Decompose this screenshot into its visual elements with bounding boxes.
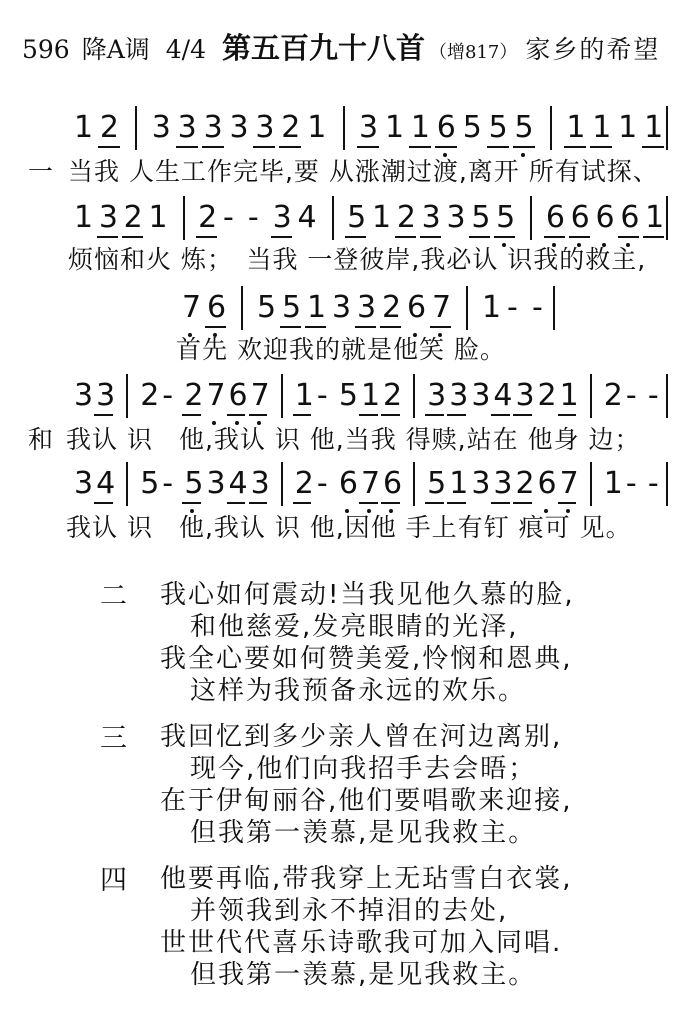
bar-line bbox=[666, 196, 668, 240]
note-underline bbox=[425, 414, 444, 416]
bar-line bbox=[126, 374, 128, 418]
note-underline bbox=[227, 414, 246, 416]
time-signature: 4/4 bbox=[165, 35, 207, 64]
verse-line: 他要再临,带我穿上无玷雪白衣裳, bbox=[160, 864, 573, 894]
note-underline bbox=[430, 326, 451, 328]
note: 5 bbox=[347, 200, 367, 235]
note: 1 bbox=[294, 378, 314, 413]
note: - bbox=[316, 378, 328, 413]
note: 3 bbox=[255, 110, 275, 145]
note: 2 bbox=[383, 378, 403, 413]
note-underline bbox=[420, 236, 441, 238]
note-underline bbox=[618, 236, 639, 238]
hymn-title: 第五百九十八首 bbox=[222, 31, 426, 65]
note: 2 bbox=[396, 200, 416, 235]
notation-line bbox=[72, 462, 668, 506]
note: - bbox=[625, 466, 637, 501]
note-underline bbox=[513, 414, 532, 416]
note: 3 bbox=[203, 110, 223, 145]
note: 5 bbox=[462, 110, 482, 145]
bar-line bbox=[126, 462, 128, 506]
lyric-line: 我认 识 他,我认 识 他,因他 手上有钉 痕可 见。 bbox=[66, 513, 632, 542]
bar-line bbox=[281, 374, 283, 418]
note: 7 bbox=[250, 378, 270, 413]
note: 1 bbox=[618, 110, 638, 145]
note: 6 bbox=[436, 110, 456, 145]
note-underline bbox=[544, 236, 565, 238]
note: 4 bbox=[96, 466, 116, 501]
note-underline bbox=[355, 326, 376, 328]
bar-line bbox=[666, 462, 668, 506]
note: 1 bbox=[74, 200, 94, 235]
note-underline bbox=[176, 146, 198, 148]
note: 1 bbox=[603, 466, 623, 501]
note: 7 bbox=[206, 378, 226, 413]
note: 1 bbox=[482, 290, 502, 325]
note: 1 bbox=[566, 110, 586, 145]
note-underline bbox=[202, 146, 224, 148]
note: - bbox=[507, 290, 518, 325]
note: 4 bbox=[297, 200, 317, 235]
notation-line bbox=[72, 106, 668, 150]
notation-line bbox=[180, 286, 555, 330]
note-underline bbox=[494, 236, 515, 238]
verse-line: 世世代代喜乐诗歌我可加入同唱. bbox=[160, 928, 563, 958]
note-underline bbox=[249, 414, 268, 416]
note-underline bbox=[359, 502, 378, 504]
note: 2 bbox=[184, 378, 204, 413]
note: - bbox=[647, 378, 659, 413]
note-underline bbox=[409, 146, 431, 148]
note-underline bbox=[227, 502, 246, 504]
note: 1 bbox=[360, 378, 381, 413]
note: 7 bbox=[432, 290, 452, 325]
note-underline bbox=[94, 414, 113, 416]
note: 3 bbox=[74, 466, 94, 501]
bar-line bbox=[666, 106, 668, 150]
note-underline bbox=[564, 146, 586, 148]
note: - bbox=[162, 466, 174, 501]
note: 1 bbox=[449, 466, 469, 501]
lyric-prefix: 和 bbox=[28, 425, 55, 454]
note: 2 bbox=[123, 200, 143, 235]
bar-line bbox=[466, 286, 468, 330]
bar-line bbox=[553, 286, 555, 330]
notation-line bbox=[72, 374, 668, 418]
note-underline bbox=[435, 146, 457, 148]
lyric-prefix: 一 bbox=[28, 157, 55, 186]
verse-number: 三 bbox=[100, 723, 127, 754]
note: 3 bbox=[332, 290, 352, 325]
verse-line: 我全心要如何赞美爱,怜悯和恩典, bbox=[160, 644, 573, 674]
note: 5 bbox=[427, 466, 447, 501]
note: 3 bbox=[471, 466, 491, 501]
note: - bbox=[316, 466, 328, 501]
hymn-number: 596 bbox=[22, 35, 70, 64]
note-underline bbox=[381, 502, 400, 504]
note-underline bbox=[182, 502, 201, 504]
note: 1 bbox=[74, 110, 94, 145]
note: - bbox=[223, 200, 234, 235]
note-underline bbox=[558, 502, 577, 504]
verse-line: 和他慈爱,发亮眼睛的光泽, bbox=[190, 612, 519, 642]
note: 6 bbox=[383, 466, 403, 501]
verse-number: 二 bbox=[100, 581, 127, 612]
note: 6 bbox=[407, 290, 427, 325]
note-underline bbox=[395, 236, 416, 238]
note-underline bbox=[182, 414, 201, 416]
bar-line bbox=[666, 374, 668, 418]
lyric-line: 我认 识 他,我认 识 他,当我 得赎,站在 他身 边； bbox=[66, 425, 641, 454]
bar-line bbox=[530, 196, 532, 240]
note-underline bbox=[491, 414, 510, 416]
note-underline bbox=[94, 502, 113, 504]
note-underline bbox=[359, 414, 378, 416]
note: 6 bbox=[545, 200, 565, 235]
bar-line bbox=[281, 462, 283, 506]
note: - bbox=[247, 200, 259, 235]
note: 1 bbox=[148, 200, 168, 235]
note-underline bbox=[558, 414, 577, 416]
note: - bbox=[647, 466, 659, 501]
note: 2 bbox=[603, 378, 623, 413]
verse-line: 我心如何震动!当我见他久慕的脸, bbox=[160, 580, 575, 610]
note-underline bbox=[293, 414, 312, 416]
note-underline bbox=[122, 236, 143, 238]
note-underline bbox=[205, 326, 226, 328]
note: 7 bbox=[360, 466, 381, 501]
note: 6 bbox=[595, 200, 615, 235]
bar-line bbox=[343, 106, 345, 150]
note: 3 bbox=[272, 200, 292, 235]
note: 1 bbox=[372, 200, 392, 235]
verse-line: 但我第一羡慕,是见我救主。 bbox=[190, 818, 537, 848]
note: 5 bbox=[471, 200, 491, 235]
note: 3 bbox=[229, 110, 249, 145]
note: 7 bbox=[182, 290, 202, 325]
note: 1 bbox=[384, 110, 405, 145]
note-underline bbox=[249, 502, 268, 504]
verse-number: 四 bbox=[100, 865, 127, 896]
bar-line bbox=[413, 462, 415, 506]
note: 1 bbox=[307, 110, 327, 145]
note: 3 bbox=[151, 110, 171, 145]
bar-line bbox=[183, 196, 185, 240]
note: 3 bbox=[357, 290, 377, 325]
note: 5 bbox=[140, 466, 160, 501]
note-underline bbox=[380, 326, 401, 328]
note: 3 bbox=[421, 200, 441, 235]
note: 3 bbox=[98, 200, 118, 235]
note-underline bbox=[513, 502, 532, 504]
note: 3 bbox=[515, 378, 535, 413]
note-underline bbox=[469, 236, 490, 238]
note-underline bbox=[487, 146, 509, 148]
note-underline bbox=[293, 502, 312, 504]
note: - bbox=[625, 378, 637, 413]
bar-line bbox=[241, 286, 243, 330]
verse-line: 我回忆到多少亲人曾在河边离别, bbox=[160, 722, 563, 752]
note: 6 bbox=[228, 378, 248, 413]
verse-line: 但我第一羡慕,是见我救主。 bbox=[190, 960, 537, 990]
note: 5 bbox=[282, 290, 302, 325]
note: 2 bbox=[382, 290, 402, 325]
note: 5 bbox=[514, 110, 534, 145]
bar-line bbox=[590, 462, 592, 506]
note: 4 bbox=[228, 466, 248, 501]
note: 3 bbox=[177, 110, 197, 145]
note: 3 bbox=[206, 466, 226, 501]
note: 5 bbox=[488, 110, 508, 145]
note: 1 bbox=[307, 290, 327, 325]
bar-line bbox=[413, 374, 415, 418]
note: 1 bbox=[592, 110, 612, 145]
note: 6 bbox=[207, 290, 227, 325]
note-underline bbox=[643, 236, 664, 238]
notation-line bbox=[72, 196, 668, 240]
note: 2 bbox=[294, 466, 314, 501]
note: 4 bbox=[493, 378, 513, 413]
note: 6 bbox=[338, 466, 358, 501]
note: 3 bbox=[96, 378, 116, 413]
note-underline bbox=[345, 236, 366, 238]
note: 2 bbox=[99, 110, 119, 145]
hymn-name: 家乡的希望 bbox=[525, 35, 661, 64]
note: 5 bbox=[338, 378, 358, 413]
note: 1 bbox=[559, 378, 579, 413]
hymn-subtitle: （增817） bbox=[429, 42, 518, 63]
note: - bbox=[162, 378, 174, 413]
note: 3 bbox=[471, 378, 491, 413]
note: - bbox=[532, 290, 543, 325]
note: 3 bbox=[446, 200, 466, 235]
note-underline bbox=[97, 236, 118, 238]
note: 5 bbox=[257, 290, 277, 325]
verse-line: 这样为我预备永远的欢乐。 bbox=[190, 676, 527, 706]
note-underline bbox=[280, 326, 301, 328]
verse-line: 并领我到永不掉泪的去处, bbox=[190, 896, 509, 926]
note-underline bbox=[447, 502, 466, 504]
lyric-line: 首先 欢迎我的就是他笑 脸。 bbox=[176, 335, 506, 364]
note: 2 bbox=[281, 110, 301, 145]
note-underline bbox=[253, 146, 275, 148]
note: 3 bbox=[427, 378, 447, 413]
note: 7 bbox=[559, 466, 579, 501]
key-signature: 降A调 bbox=[81, 35, 150, 64]
bar-line bbox=[550, 106, 552, 150]
note-underline bbox=[513, 146, 535, 148]
note: 2 bbox=[515, 466, 535, 501]
note: 2 bbox=[537, 378, 557, 413]
verse-line: 在于伊甸丽谷,他们要唱歌来迎接, bbox=[160, 786, 573, 816]
note: 2 bbox=[140, 378, 160, 413]
note-underline bbox=[357, 146, 379, 148]
note-underline bbox=[642, 146, 664, 148]
note: 6 bbox=[620, 200, 640, 235]
note: 3 bbox=[74, 378, 94, 413]
note: 1 bbox=[410, 110, 430, 145]
note-underline bbox=[98, 146, 120, 148]
note: 5 bbox=[496, 200, 516, 235]
note: 3 bbox=[250, 466, 270, 501]
note: 2 bbox=[198, 200, 218, 235]
note-underline bbox=[590, 146, 612, 148]
note-underline bbox=[381, 414, 400, 416]
bar-line bbox=[135, 106, 137, 150]
note-underline bbox=[196, 236, 217, 238]
note-underline bbox=[271, 236, 292, 238]
note-underline bbox=[491, 502, 510, 504]
note: 1 bbox=[645, 200, 665, 235]
note: 6 bbox=[537, 466, 557, 501]
bar-line bbox=[590, 374, 592, 418]
note-underline bbox=[447, 414, 466, 416]
note-underline bbox=[425, 502, 444, 504]
lyric-line: 烦恼和火 炼； 当我 一登彼岸,我必认 识我的救主, bbox=[68, 245, 647, 274]
lyric-line: 当我 人生工作完毕,要 从涨潮过渡,离开 所有试探、 bbox=[68, 157, 659, 186]
note: 1 bbox=[644, 110, 664, 145]
verse-line: 现今,他们向我招手去会晤； bbox=[190, 754, 537, 784]
note: 3 bbox=[449, 378, 469, 413]
note-underline bbox=[569, 236, 590, 238]
bar-line bbox=[332, 196, 334, 240]
note-underline bbox=[305, 326, 326, 328]
note: 3 bbox=[493, 466, 513, 501]
note: 6 bbox=[570, 200, 590, 235]
note-underline bbox=[279, 146, 301, 148]
note: 5 bbox=[184, 466, 204, 501]
note: 3 bbox=[359, 110, 379, 145]
